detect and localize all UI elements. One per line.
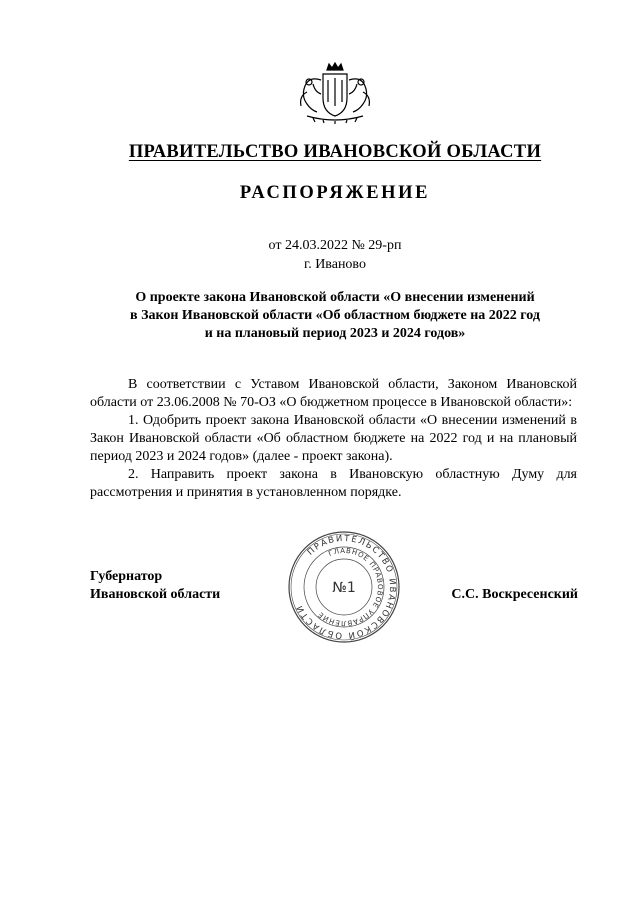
body-paragraph: В соответствии с Уставом Ивановской области, Законом Ивановской области от 23.06.2008 № 70-ОЗ «О бюджетном процессе в Ивановской области»:	[90, 377, 577, 410]
signatory-title-line: Губернатор	[90, 569, 163, 584]
organization-title: ПРАВИТЕЛЬСТВО ИВАНОВСКОЙ ОБЛАСТИ	[128, 142, 542, 162]
seal-outer-text: ПРАВИТЕЛЬСТВО ИВАНОВСКОЙ ОБЛАСТИ	[294, 533, 398, 641]
coat-of-arms-icon	[293, 62, 377, 124]
subject-line: в Закон Ивановской области «Об областном бюджете на 2022 год	[130, 308, 540, 323]
subject-line: и на плановый период 2023 и 2024 годов»	[204, 326, 466, 341]
body-paragraph: 2. Направить проект закона в Ивановскую областную Думу для рассмотрения и принятия в установленном порядке.	[90, 467, 577, 500]
document-type: РАСПОРЯЖЕНИЕ	[239, 183, 431, 203]
body-paragraph: 1. Одобрить проект закона Ивановской области «О внесении изменений в Закон Ивановской области «Об областном бюджете на 2022 год и на плановый период 2023 и 2024 годов» (далее - проект закона).	[90, 413, 577, 464]
signatory-title-line: Ивановской области	[90, 587, 221, 602]
document-body	[90, 376, 577, 502]
subject-line: О проекте закона Ивановской области «О внесении изменений	[135, 290, 535, 305]
document-subject	[80, 289, 590, 343]
seal-inner-text: ГЛАВНОЕ ПРАВОВОЕ УПРАВЛЕНИЕ	[316, 546, 385, 628]
signatory-name: С.С. Воскресенский	[451, 587, 578, 602]
signatory-title	[90, 568, 220, 604]
official-seal	[287, 530, 401, 644]
document-city: г. Иваново	[304, 257, 366, 272]
document-date-number: от 24.03.2022 № 29-рп	[268, 238, 402, 253]
seal-number: №1	[332, 580, 356, 596]
